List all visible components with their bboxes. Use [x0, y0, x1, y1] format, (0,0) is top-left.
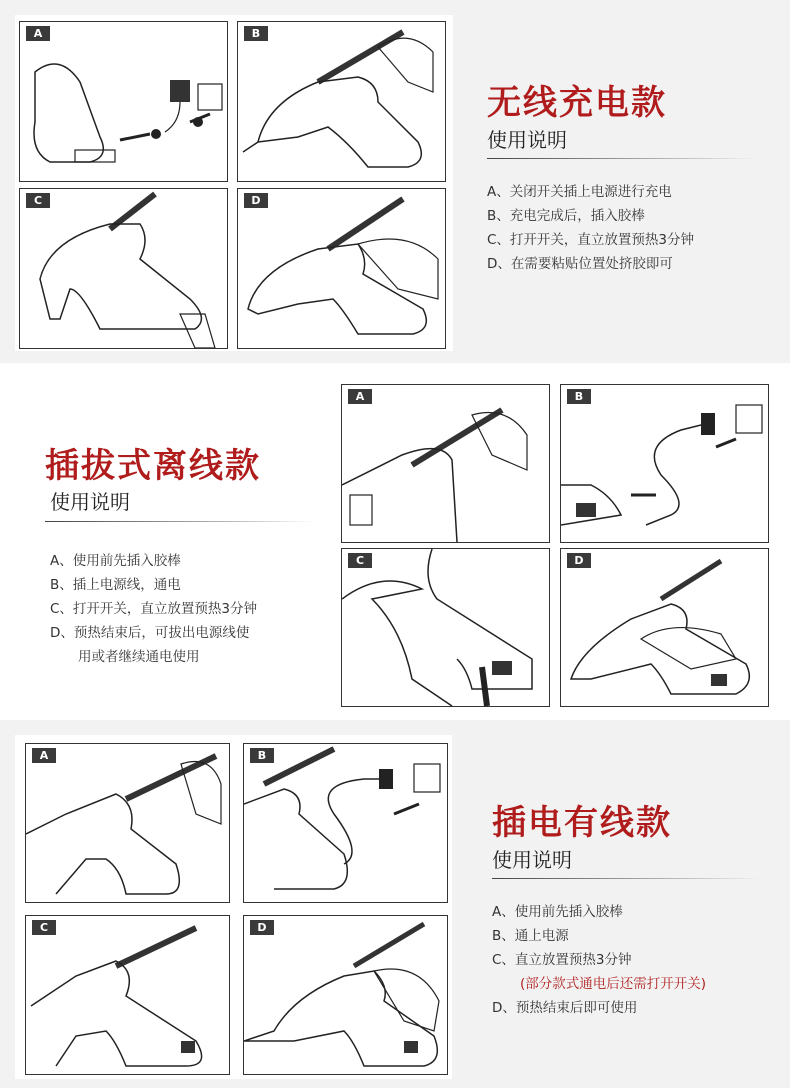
step-item: C、打开开关，直立放置预热3分钟 [487, 232, 695, 248]
step-item: C、打开开关，直立放置预热3分钟 [50, 601, 258, 617]
panel-b [560, 384, 769, 543]
section-subtitle: 使用说明 [487, 128, 567, 152]
panel-c [25, 915, 230, 1075]
glue-gun-switch-on-illustration [20, 189, 227, 348]
panel-a [19, 21, 228, 182]
panel-label: A [26, 26, 50, 41]
panel-b [237, 21, 446, 182]
steps-list [50, 549, 257, 669]
step-item: B、充电完成后，插入胶棒 [487, 208, 645, 224]
glue-gun-insert-stick-illustration [26, 744, 229, 902]
step-item: B、通上电源 [492, 928, 569, 944]
section-subtitle: 使用说明 [50, 490, 130, 514]
section-title: 插电有线款 [492, 803, 672, 843]
section-wired [0, 720, 790, 1088]
steps-list [487, 180, 694, 276]
steps-list [492, 900, 706, 1020]
divider [487, 158, 757, 159]
panel-label: D [250, 920, 274, 935]
section-subtitle: 使用说明 [492, 848, 572, 872]
step-item-continuation: 用或者继续通电使用 [78, 649, 200, 665]
step-item: C、直立放置预热3分钟 [492, 952, 632, 968]
panel-c [19, 188, 228, 349]
illustration-card-wired [15, 735, 452, 1079]
glue-gun-switch-on-illustration [342, 549, 549, 706]
step-item: A、使用前先插入胶棒 [492, 904, 623, 920]
glue-gun-insert-stick-illustration [342, 385, 549, 542]
glue-gun-squeeze-illustration [238, 189, 445, 348]
panel-label: A [348, 389, 372, 404]
panel-label: A [32, 748, 56, 763]
step-item: D、预热结束后即可使用 [492, 1000, 638, 1016]
section-plug-detachable [0, 363, 790, 720]
step-item: A、使用前先插入胶棒 [50, 553, 181, 569]
step-item: D、预热结束后，可拔出电源线使 [50, 625, 250, 641]
step-item: D、在需要粘贴位置处挤胶即可 [487, 256, 673, 272]
panel-label: B [567, 389, 591, 404]
illustration-card-plug [335, 378, 781, 713]
section-title: 无线充电款 [487, 83, 667, 123]
section-title: 插拔式离线款 [45, 446, 261, 486]
power-cable-plug-illustration [561, 385, 768, 542]
divider [492, 878, 762, 879]
panel-a [341, 384, 550, 543]
glue-gun-charging-illustration [20, 22, 227, 181]
panel-label: C [26, 193, 50, 208]
panel-label: D [567, 553, 591, 568]
panel-a [25, 743, 230, 903]
power-cable-plug-illustration [244, 744, 447, 902]
panel-d [243, 915, 448, 1075]
divider [45, 521, 315, 522]
panel-c [341, 548, 550, 707]
panel-label: D [244, 193, 268, 208]
section-wireless [0, 0, 790, 363]
panel-label: B [244, 26, 268, 41]
panel-b [243, 743, 448, 903]
glue-gun-switch-on-illustration [26, 916, 229, 1074]
step-item: A、关闭开关插上电源进行充电 [487, 184, 672, 200]
panel-d [560, 548, 769, 707]
glue-gun-squeeze-illustration [244, 916, 447, 1074]
glue-gun-squeeze-illustration [561, 549, 768, 706]
glue-gun-insert-stick-illustration [238, 22, 445, 181]
step-item: B、插上电源线，通电 [50, 577, 181, 593]
step-note: (部分款式通电后还需打开开关) [520, 976, 707, 992]
panel-label: C [348, 553, 372, 568]
illustration-card-wireless [15, 15, 453, 351]
panel-label: B [250, 748, 274, 763]
panel-d [237, 188, 446, 349]
panel-label: C [32, 920, 56, 935]
